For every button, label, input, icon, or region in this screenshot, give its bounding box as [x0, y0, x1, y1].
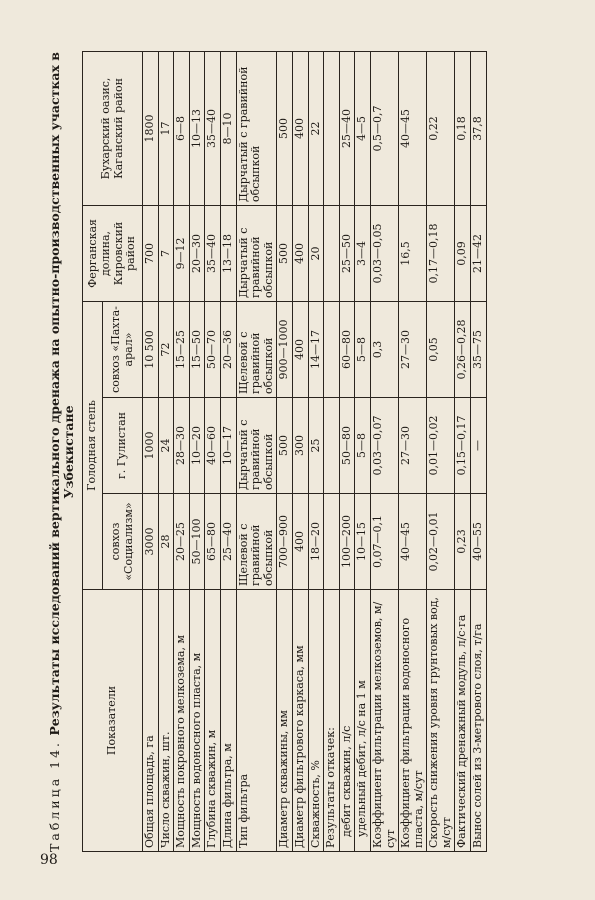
table-cell: Щелевой с гравийной обсыпкой	[236, 301, 277, 397]
table-cell: Щелевой с гравийной обсыпкой	[236, 494, 277, 590]
table-cell: 28—30	[174, 398, 190, 494]
table-cell	[324, 494, 340, 590]
table-row	[455, 51, 471, 851]
table-cell: 1800	[143, 51, 159, 205]
table-cell: 35—75	[471, 301, 487, 397]
table-cell: 400	[292, 494, 308, 590]
table-cell: 16,5	[399, 205, 427, 301]
row-label: Скважность, %	[308, 590, 324, 852]
header-fergana: Ферганская долина, Кировский район	[83, 205, 143, 301]
table-row	[220, 51, 236, 851]
table-cell: 40—45	[399, 494, 427, 590]
header-sovkhoz-sotsializm: совхоз «Социализм»	[103, 494, 143, 590]
table-cell: 0,23	[455, 494, 471, 590]
table-cell: 20	[308, 205, 324, 301]
table-cell: 40—45	[399, 51, 427, 205]
table-cell: 0,03—0,07	[370, 398, 398, 494]
table-row	[158, 51, 174, 851]
table-cell: 25—50	[339, 205, 355, 301]
table-cell: 0,5—0,7	[370, 51, 398, 205]
table-cell: 0,09	[455, 205, 471, 301]
table-cell: 0,22	[427, 51, 455, 205]
table-cell: 10—15	[355, 494, 371, 590]
table-title: Результаты исследований вертикального дренажа на опытно-производственных участках в Узбекистане	[47, 52, 76, 736]
table-cell: 50—100	[189, 494, 205, 590]
table-cell: 72	[158, 301, 174, 397]
table-cell: 13—18	[220, 205, 236, 301]
table-cell: 0,02—0,01	[427, 494, 455, 590]
table-row	[308, 51, 324, 851]
table-cell: 25—40	[339, 51, 355, 205]
table-cell: 8—10	[220, 51, 236, 205]
table-cell: 500	[277, 205, 293, 301]
table-cell: 10—17	[220, 398, 236, 494]
table-cell: 50—80	[339, 398, 355, 494]
table-cell: 18—20	[308, 494, 324, 590]
table-cell: 1000	[143, 398, 159, 494]
table-cell: 24	[158, 398, 174, 494]
table-cell: 500	[277, 398, 293, 494]
table-cell: 50—70	[205, 301, 221, 397]
rotated-table-block	[48, 52, 570, 852]
table-cell: Дырчатый с гравийной обсыпкой	[236, 205, 277, 301]
table-cell: 7	[158, 205, 174, 301]
table-cell	[324, 398, 340, 494]
row-label: Число скважин, шт.	[158, 590, 174, 852]
table-cell: 900—1000	[277, 301, 293, 397]
row-label: Общая площадь, га	[143, 590, 159, 852]
table-cell: 10—20	[189, 398, 205, 494]
table-cell: 0,05	[427, 301, 455, 397]
table-cell: 4—5	[355, 51, 371, 205]
table-cell: 0,01—0,02	[427, 398, 455, 494]
table-cell: 15—50	[189, 301, 205, 397]
table-cell: 35—40	[205, 51, 221, 205]
row-label: Длина фильтра, м	[220, 590, 236, 852]
row-label: Вынос солей из 3-метрового слоя, т/га	[471, 590, 487, 852]
header-sovkhoz-pakhta-aral: совхоз «Пахта-арал»	[103, 301, 143, 397]
table-cell: Дырчатый с гравийной обсыпкой	[236, 398, 277, 494]
table-cell: 700—900	[277, 494, 293, 590]
table-row	[143, 51, 159, 851]
table-row	[399, 51, 427, 851]
table-cell: 0,03—0,05	[370, 205, 398, 301]
table-cell	[324, 301, 340, 397]
table-cell: 9—12	[174, 205, 190, 301]
table-cell: —	[471, 398, 487, 494]
table-cell: 5—8	[355, 398, 371, 494]
table-cell: 300	[292, 398, 308, 494]
table-cell: 0,17—0,18	[427, 205, 455, 301]
row-label: Диаметр фильтрового каркаса, мм	[292, 590, 308, 852]
table-row	[277, 51, 293, 851]
row-label: Диаметр скважины, мм	[277, 590, 293, 852]
table-cell: 28	[158, 494, 174, 590]
table-cell: 35—40	[205, 205, 221, 301]
header-indicator: Показатели	[83, 590, 143, 852]
table-row	[174, 51, 190, 851]
table-cell: 3—4	[355, 205, 371, 301]
row-label: Скорость снижения уровня грунтовых вод, м/сут	[427, 590, 455, 852]
table-row	[355, 51, 371, 851]
row-label: Мощность покровного мелкозема, м	[174, 590, 190, 852]
row-label: Коэффициент фильтрации водоносного пласта, м/сут	[399, 590, 427, 852]
row-label: Тип фильтра	[236, 590, 277, 852]
page-number: 98	[40, 852, 58, 868]
table-cell: 60—80	[339, 301, 355, 397]
table-cell: 20—25	[174, 494, 190, 590]
table-row	[471, 51, 487, 851]
table-caption	[48, 52, 82, 852]
table-row	[339, 51, 355, 851]
table-row	[427, 51, 455, 851]
table-cell: 40—55	[471, 494, 487, 590]
table-cell: 22	[308, 51, 324, 205]
header-group-golodnaya-step: Голодная степь	[83, 301, 103, 589]
header-bukhara: Бухарский оазис, Каганский район	[83, 51, 143, 205]
header-gulistan: г. Гулистан	[103, 398, 143, 494]
table-cell: 25	[308, 398, 324, 494]
table-cell: 20—30	[189, 205, 205, 301]
table-label: Таблица 14.	[47, 740, 62, 852]
row-label: Фактический дренажный модуль, л/с·га	[455, 590, 471, 852]
table-cell: 0,26—0,28	[455, 301, 471, 397]
row-label: Мощность водоносного пласта, м	[189, 590, 205, 852]
row-label: удельный дебит, л/с на 1 м	[355, 590, 371, 852]
table-row	[236, 51, 277, 851]
table-cell	[324, 51, 340, 205]
table-cell: 100—200	[339, 494, 355, 590]
row-label: Коэффициент фильтрации мелкоземов, м/сут	[370, 590, 398, 852]
table-cell: 10—13	[189, 51, 205, 205]
table-cell: 400	[292, 51, 308, 205]
table-cell: 500	[277, 51, 293, 205]
table-row	[205, 51, 221, 851]
table-cell: 0,07—0,1	[370, 494, 398, 590]
row-label: Результаты откачек:	[324, 590, 340, 852]
table-row	[370, 51, 398, 851]
table-cell	[324, 205, 340, 301]
table-cell: 25—40	[220, 494, 236, 590]
table-cell: 17	[158, 51, 174, 205]
table-cell: 0,3	[370, 301, 398, 397]
table-cell: 3000	[143, 494, 159, 590]
table-body	[143, 51, 487, 851]
table-cell: 10 500	[143, 301, 159, 397]
table-row	[292, 51, 308, 851]
row-label: дебит скважин, л/с	[339, 590, 355, 852]
table-cell: 27—30	[399, 398, 427, 494]
table-cell: Дырчатый с гравийной обсыпкой	[236, 51, 277, 205]
table-row	[324, 51, 340, 851]
table-cell: 14—17	[308, 301, 324, 397]
table-cell: 0,15—0,17	[455, 398, 471, 494]
results-table	[82, 51, 487, 852]
table-cell: 0,18	[455, 51, 471, 205]
table-cell: 37,8	[471, 51, 487, 205]
table-cell: 65—80	[205, 494, 221, 590]
table-cell: 400	[292, 301, 308, 397]
table-cell: 27—30	[399, 301, 427, 397]
table-cell: 5—8	[355, 301, 371, 397]
table-row	[189, 51, 205, 851]
table-cell: 400	[292, 205, 308, 301]
table-cell: 15—25	[174, 301, 190, 397]
table-cell: 21—42	[471, 205, 487, 301]
table-cell: 40—60	[205, 398, 221, 494]
row-label: Глубина скважин, м	[205, 590, 221, 852]
table-cell: 700	[143, 205, 159, 301]
table-cell: 20—36	[220, 301, 236, 397]
table-cell: 6—8	[174, 51, 190, 205]
